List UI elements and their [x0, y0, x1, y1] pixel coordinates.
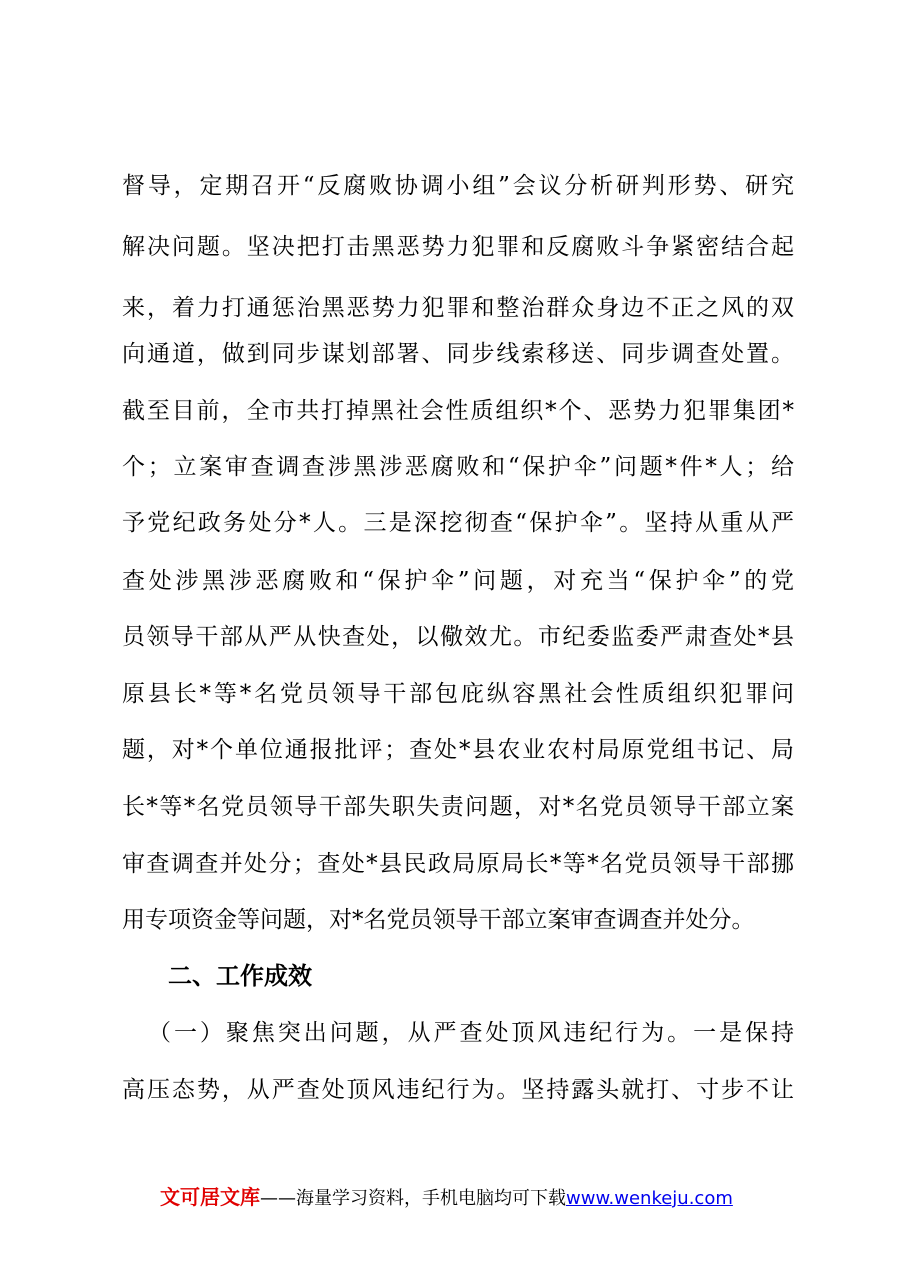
footer-brand: 文可居文库	[160, 1185, 260, 1209]
body-line-10: 原县长*等*名党员领导干部包庇纵容黑社会性质组织犯罪问	[122, 681, 794, 707]
body-line-9: 员领导干部从严从快查处，以儆效尤。市纪委监委严肃查处*县	[122, 624, 794, 650]
body-line-6: 个；立案审查调查涉黑涉恶腐败和“保护伞”问题*件*人；给	[122, 454, 794, 480]
body-line-4: 向通道，做到同步谋划部署、同步线索移送、同步调查处置。	[122, 341, 794, 367]
body-line-11: 题，对*个单位通报批评；查处*县农业农村局原党组书记、局	[122, 737, 794, 763]
body-line-1: 督导，定期召开“反腐败协调小组”会议分析研判形势、研究	[122, 173, 794, 199]
footer-tagline: ——海量学习资料，手机电脑均可下载	[260, 1188, 566, 1209]
body-line-13: 审查调查并处分；查处*县民政局原局长*等*名党员领导干部挪	[122, 851, 794, 877]
subsection-line-1: （一）聚焦突出问题，从严查处顶风违纪行为。一是保持	[148, 1020, 794, 1046]
body-line-7: 予党纪政务处分*人。三是深挖彻查“保护伞”。坚持从重从严	[122, 510, 794, 536]
section-heading: 二、工作成效	[168, 962, 312, 990]
body-line-3: 来，着力打通惩治黑恶势力犯罪和整治群众身边不正之风的双	[122, 295, 794, 321]
body-line-14: 用专项资金等问题，对*名党员领导干部立案审查调查并处分。	[122, 907, 755, 933]
footer-banner	[160, 1183, 733, 1211]
body-line-8: 查处涉黑涉恶腐败和“保护伞”问题，对充当“保护伞”的党	[122, 568, 794, 594]
body-line-12: 长*等*名党员领导干部失职失责问题，对*名党员领导干部立案	[122, 794, 794, 820]
footer-link[interactable]: www.wenkeju.com	[566, 1188, 733, 1209]
body-line-5: 截至目前，全市共打掉黑社会性质组织*个、恶势力犯罪集团*	[122, 398, 794, 424]
body-line-15: 高压态势，从严查处顶风违纪行为。坚持露头就打、寸步不让	[122, 1077, 794, 1103]
body-line-2: 解决问题。坚决把打击黑恶势力犯罪和反腐败斗争紧密结合起	[122, 234, 794, 260]
